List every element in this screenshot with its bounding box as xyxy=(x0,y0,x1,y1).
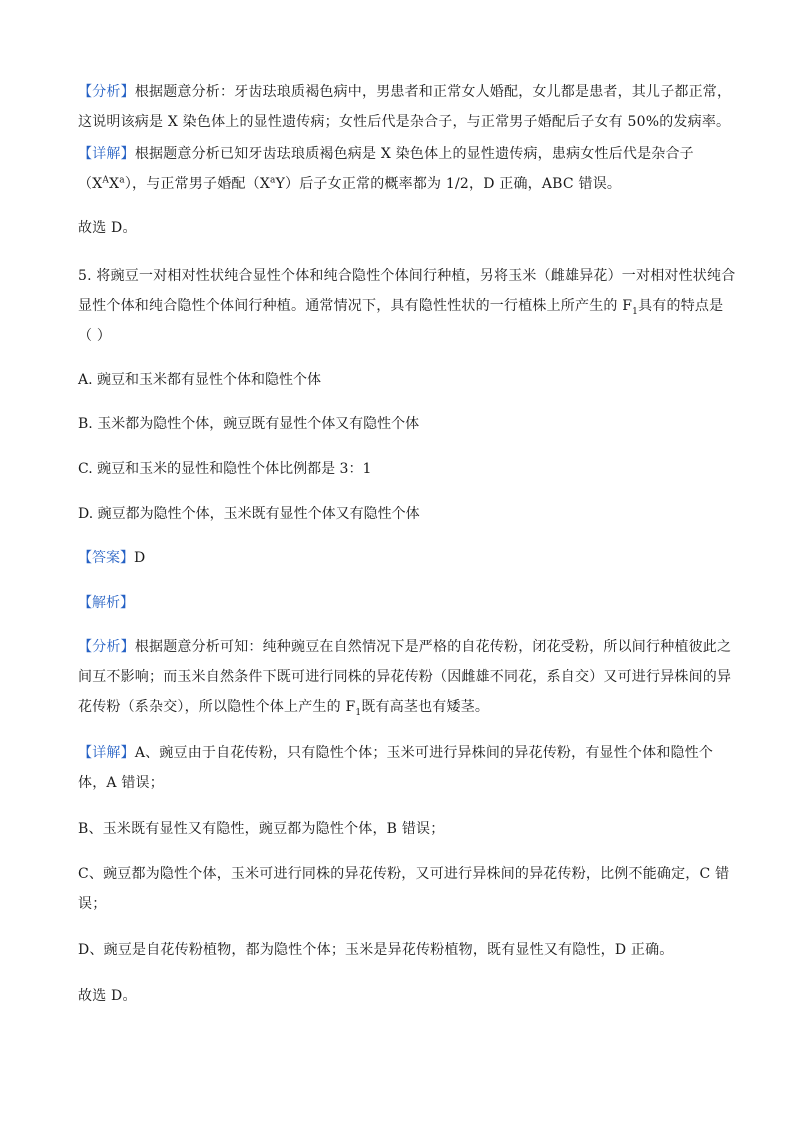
detail-item-d: D、豌豆是自花传粉植物，都为隐性个体；玉米是异花传粉植物，既有显性又有隐性，D 正确。 xyxy=(78,942,674,958)
text-line: C、豌豆都为隐性个体，玉米可进行同株的异花传粉，又可进行异株间的异花传粉，比例不能确定，C 错 xyxy=(78,866,730,882)
question-line: 显性个体和纯合隐性个体间行种植。通常情况下，具有隐性性状的一行植株上所产生的 $F_1$具有的特点是 xyxy=(78,298,724,317)
answer-blank: （ ） xyxy=(78,328,112,344)
analysis-tag: 【分析】 xyxy=(78,639,135,655)
text-line: A、豌豆由于自花传粉，只有隐性个体；玉米可进行异株间的异花传粉，有显性个体和隐性个 xyxy=(134,745,714,761)
answer-line xyxy=(78,543,145,573)
analysis-paragraph-2 xyxy=(78,632,738,722)
detail-tag: 【详解】 xyxy=(78,745,135,761)
genotype-line: $(X^AX^a)$，与正常男子婚配$(X^aY)$后子女正常的概率都为 1/2，D 正确，ABC 错误。 xyxy=(78,175,622,192)
text-line: 误； xyxy=(78,896,107,912)
text-line: 根据题意分析已知牙齿珐琅质褐色病是 X 染色体上的显性遗传病，患病女性后代是杂合子 xyxy=(134,146,694,162)
detail-item-c xyxy=(78,859,738,919)
option-a: A. 豌豆和玉米都有显性个体和隐性个体 xyxy=(78,372,322,388)
explanation-tag: 【解析】 xyxy=(78,595,134,611)
answer-tag: 【答案】 xyxy=(78,550,134,566)
conclusion-line-2: 故选 D。 xyxy=(78,988,137,1004)
conclusion-line-1: 故选 D。 xyxy=(78,220,137,236)
detail-paragraph-1 xyxy=(78,139,738,199)
analysis-tag: 【分析】 xyxy=(78,84,135,100)
detail-paragraph-2 xyxy=(78,738,738,798)
question-5 xyxy=(78,261,738,351)
option-c: C. 豌豆和玉米的显性和隐性个体比例都是 3：1 xyxy=(78,461,372,477)
text-line: 根据题意分析：牙齿珐琅质褐色病中，男患者和正常女人婚配，女儿都是患者，其儿子都正常， xyxy=(134,84,732,100)
text-line: 这说明该病是 X 染色体上的显性遗传病；女性后代是杂合子，与正常男子婚配后子女有 50%的发病率。 xyxy=(78,114,731,130)
option-b: B. 玉米都为隐性个体，豌豆既有显性个体又有隐性个体 xyxy=(78,416,420,432)
detail-item-b: B、玉米既有显性又有隐性，豌豆都为隐性个体，B 错误； xyxy=(78,821,445,837)
analysis-paragraph-1 xyxy=(78,77,738,137)
text-line: 间互不影响；而玉米自然条件下既可进行同株的异花传粉（因雌雄不同花，系自交）又可进行异株间的异 xyxy=(78,669,732,685)
answer-value: D xyxy=(134,550,146,566)
detail-tag: 【详解】 xyxy=(78,146,135,162)
option-d: D. 豌豆都为隐性个体，玉米既有显性个体又有隐性个体 xyxy=(78,506,420,522)
text-line: 根据题意分析可知：纯种豌豆在自然情况下是严格的自花传粉，闭花受粉，所以间行种植彼此之 xyxy=(134,639,732,655)
text-line: 体，A 错误； xyxy=(78,775,164,791)
question-line: 5. 将豌豆一对相对性状纯合显性个体和纯合隐性个体间行种植，另将玉米（雌雄异花）一对相对性状纯合 xyxy=(78,268,736,284)
text-line: 花传粉（系杂交），所以隐性个体上产生的 $F_1$既有高茎也有矮茎。 xyxy=(78,699,490,718)
